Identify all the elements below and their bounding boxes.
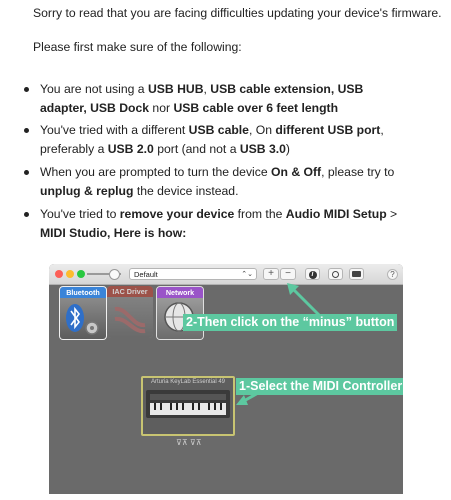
text-run: nor [149, 100, 174, 115]
midi-studio-screenshot [49, 264, 403, 494]
device-label: Network [157, 287, 203, 298]
bold-text: USB HUB [147, 82, 204, 96]
bold-text: USB 3.0 [239, 141, 286, 156]
bold-text: USB cable [188, 123, 249, 137]
text-run: > [386, 207, 398, 221]
remove-device-button[interactable]: − [280, 268, 296, 280]
chevron-updown-icon: ⌃⌄ [241, 271, 253, 278]
midi-port-connectors[interactable]: ⊽⊼ ⊽⊼ [176, 438, 202, 447]
bold-text: USB cable over 6 feet length [173, 100, 339, 115]
bold-text: Audio MIDI Setup [285, 207, 387, 221]
bold-text: USB 2.0 [107, 141, 154, 156]
add-device-button[interactable]: + [263, 268, 279, 280]
bold-text: different USB port [275, 123, 381, 137]
help-button[interactable]: ? [387, 269, 398, 280]
text-run: You've tried to [40, 207, 120, 221]
text-run: When you are prompted to turn the device [40, 165, 272, 179]
text-run: , On [248, 123, 276, 137]
text-run: , [203, 82, 211, 96]
text-run: , preferably a [40, 123, 384, 156]
bullet-dot [24, 87, 29, 92]
bullet-text [40, 123, 384, 156]
bold-text: unplug & replug [40, 183, 134, 198]
bullet-item-4 [40, 205, 412, 242]
text-run: port (and not a [153, 141, 240, 156]
lead-text: Please first make sure of the following: [33, 40, 242, 54]
text-run: You are not using a [40, 82, 148, 96]
text-run: the device instead. [133, 183, 239, 198]
bullet-item-1 [40, 80, 412, 117]
keyboard-label: Arturia KeyLab Essential 49 [150, 379, 226, 385]
text-run: from the [234, 207, 286, 221]
bullet-item-3 [40, 163, 412, 200]
bold-text: USB cable extension, USB adapter, USB Dock [40, 82, 364, 115]
intro-text: Sorry to read that you are facing difficulties updating your device's firmware. [33, 6, 442, 20]
bold-text: On & Off [271, 165, 322, 179]
callout-minus-button: 2-Then click on the “minus” button [183, 314, 397, 331]
callout-select-controller: 1-Select the MIDI Controller [236, 378, 403, 395]
bullet-text [40, 165, 394, 198]
bold-text: MIDI Studio, Here is how: [40, 225, 187, 240]
text-run: , please try to [321, 165, 395, 179]
configuration-value: Default [134, 270, 158, 279]
bullet-text [40, 82, 363, 115]
info-icon: i [309, 271, 317, 279]
text-run: You've tried with a different [40, 123, 189, 137]
bullet-dot [24, 212, 29, 217]
text-run: ) [285, 141, 290, 156]
bullet-dot [24, 170, 29, 175]
bold-text: remove your device [119, 207, 235, 221]
bullet-item-2 [40, 121, 412, 158]
device-label: Bluetooth [60, 287, 106, 298]
bullet-text [40, 207, 397, 240]
device-label: IAC Driver [107, 286, 153, 297]
bullet-dot [24, 128, 29, 133]
